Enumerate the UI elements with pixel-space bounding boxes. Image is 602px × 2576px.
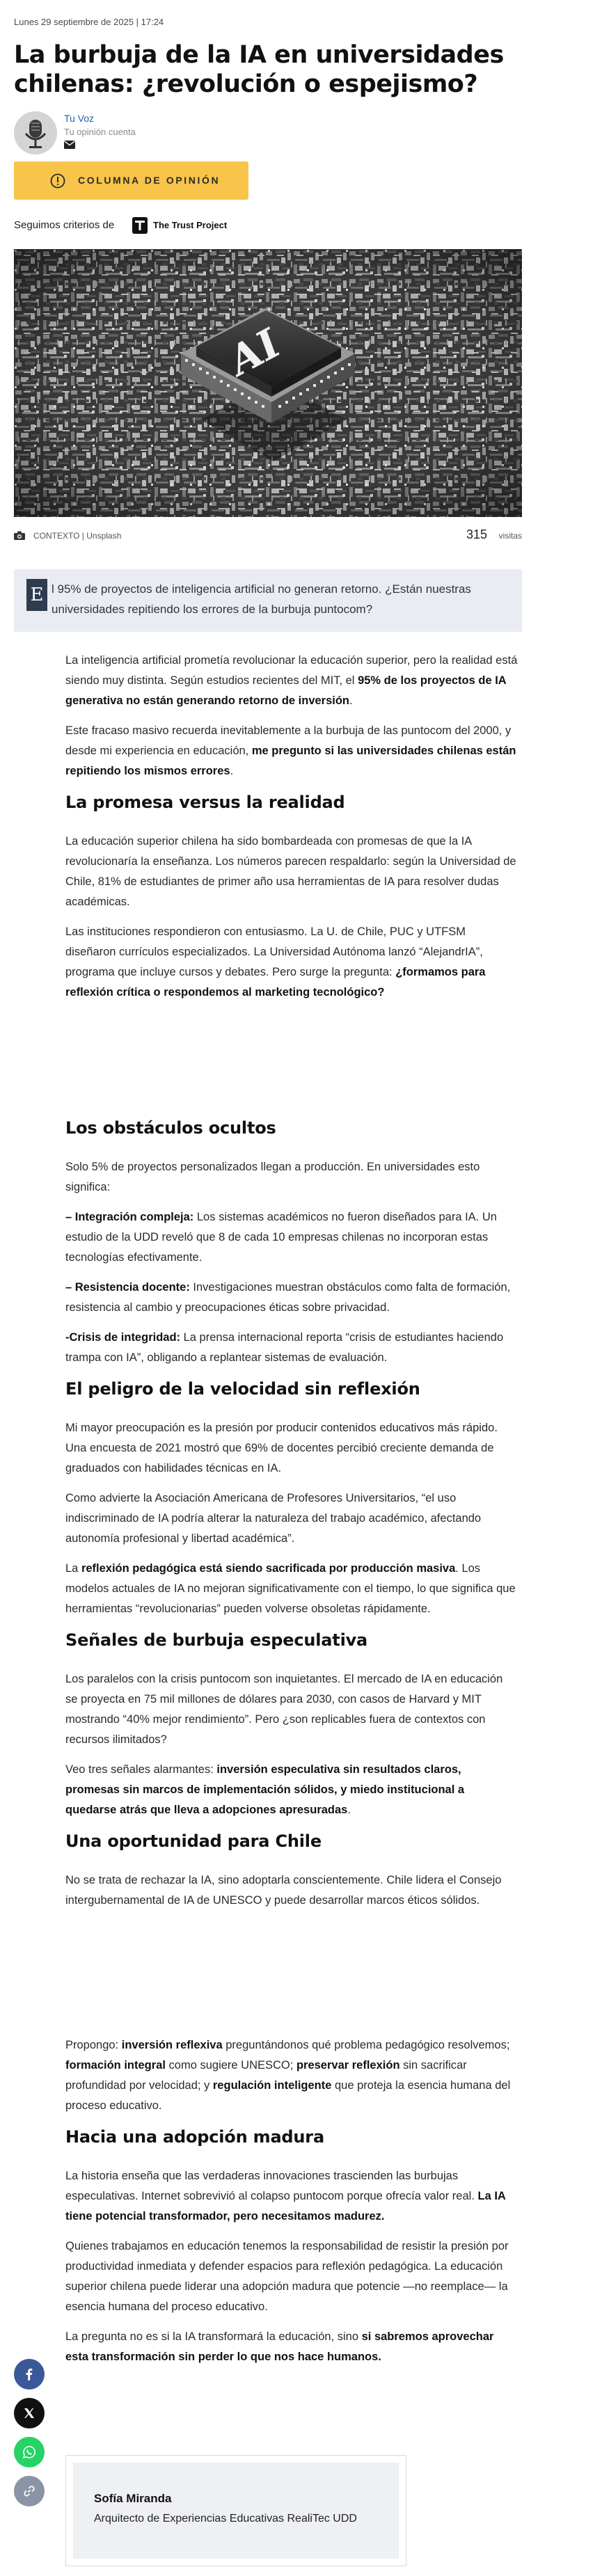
publish-date: Lunes 29 septiembre de 2025 | 17:24: [14, 17, 164, 27]
author-card-name: Sofía Miranda: [94, 2492, 172, 2505]
opinion-column-badge: [14, 161, 248, 200]
paragraph: La pregunta no es si la IA transformará la educación, sino si sabremos aprovechar esta transformación sin perder lo que nos hace humanos.: [65, 2330, 494, 2363]
section-heading: Hacia una adopción madura: [65, 2127, 324, 2147]
whatsapp-icon: [22, 2445, 36, 2459]
paragraph: La inteligencia artificial prometía revolucionar la educación superior, pero la realidad está siendo muy distinta. Según estudios recientes del MIT, el 95% de los proyectos de IA generativa no están generando retorno de inversión.: [65, 654, 518, 707]
image-caption-row: [14, 527, 522, 544]
paragraph: La historia enseña que las verdaderas innovaciones trascienden las burbujas especulativas. Internet sobrevivió al colapso puntocom porque ofrecía valor real. La IA tiene potencial transformador, pero necesitamos madurez.: [65, 2170, 506, 2223]
share-whatsapp-button[interactable]: [14, 2437, 45, 2467]
x-icon: [22, 2406, 36, 2420]
paragraph: Quienes trabajamos en educación tenemos la responsabilidad de resistir la presión por productividad inmediata y defender espacios para reflexión pedagógica. La educación superior chilena puede liderar una adopción madura que potencie —no reemplace— la esencia humana del proceso educativo.: [65, 2240, 509, 2313]
image-credit: CONTEXTO | Unsplash: [33, 531, 122, 541]
paragraph: -Crisis de integridad: La prensa internacional reporta “crisis de estudiantes haciendo trampa con IA”, obligando a replantear sistemas de evaluación.: [65, 1331, 504, 1364]
paragraph: Mi mayor preocupación es la presión por producir contenidos educativos más rápido. Una encuesta de 2021 mostró que 69% de docentes percibió creciente demanda de graduados con habilidades técnicas en IA.: [65, 1422, 498, 1474]
info-circle-icon: [50, 173, 65, 189]
ad-space: [65, 1012, 518, 1117]
section-heading: Una oportunidad para Chile: [65, 1831, 322, 1851]
envelope-icon[interactable]: [64, 141, 75, 149]
paragraph: – Resistencia docente: Investigaciones muestran obstáculos como falta de formación, resistencia al cambio y preocupaciones éticas sobre privacidad.: [65, 1281, 511, 1314]
paragraph: Los paralelos con la crisis puntocom son inquietantes. El mercado de IA en educación se proyecta en 75 mil millones de dólares para 2030, con casos de Harvard y MIT mostrando “40% mejor rendimiento”. Pero ¿son replicables fuera de contextos con recursos ilimitados?: [65, 1673, 503, 1746]
paragraph: Propongo: inversión reflexiva preguntándonos qué problema pedagógico resolvemos; formación integral como sugiere UNESCO; preservar reflexión sin sacrificar profundidad por velocidad; y regulación inteligente que proteja la esencia humana del proceso educativo.: [65, 2039, 511, 2112]
lead-summary-box: [14, 569, 522, 632]
section-heading: El peligro de la velocidad sin reflexión: [65, 1379, 420, 1399]
paragraph: La educación superior chilena ha sido bombardeada con promesas de que la IA revolucionaría la enseñanza. Los números parecen respaldarlo: según la Universidad de Chile, 81% de estudiantes de primer año usa herramientas de IA para resolver dudas académicas.: [65, 835, 516, 908]
views-count: 315: [466, 527, 487, 541]
paragraph: Este fracaso masivo recuerda inevitablemente a la burbuja de las puntocom del 2000, y desde mi experiencia en educación, me pregunto si las universidades chilenas están repitiendo los mismos errores.: [65, 724, 516, 777]
section-heading: Señales de burbuja especulativa: [65, 1630, 368, 1650]
author-card-inner: [73, 2463, 399, 2559]
paragraph: – Integración compleja: Los sistemas académicos no fueron diseñados para IA. Un estudio de la UDD reveló que 8 de cada 10 empresas chilenas no incorporan estas tecnologías efectivamente.: [65, 1211, 497, 1264]
lead-summary-text: l 95% de proyectos de inteligencia artificial no generan retorno. ¿Están nuestras universidades repitiendo los errores de la burbuja puntocom?: [52, 582, 471, 616]
author-role: Tu opinión cuenta: [64, 127, 136, 137]
trust-project-logo-icon[interactable]: [132, 217, 148, 234]
camera-icon: [14, 531, 25, 540]
link-icon: [22, 2484, 36, 2498]
paragraph: Las instituciones respondieron con entusiasmo. La U. de Chile, PUC y UTFSM diseñaron currículos especializados. La Universidad Autónoma lanzó “AlejandrIA”, programa que incluye cursos y debates. Pero surge la pregunta: ¿formamos para reflexión crítica o respondemos al marketing tecnológico?: [65, 925, 486, 999]
opinion-column-label: COLUMNA DE OPINIÓN: [78, 175, 221, 186]
share-facebook-button[interactable]: [14, 2359, 45, 2390]
author-avatar[interactable]: [14, 111, 57, 154]
paragraph: Solo 5% de proyectos personalizados llegan a producción. En universidades esto significa:: [65, 1161, 480, 1193]
hero-image[interactable]: [14, 249, 522, 517]
facebook-icon: [22, 2367, 36, 2381]
trust-text: Seguimos criterios de: [14, 219, 115, 231]
trust-project-name[interactable]: The Trust Project: [153, 220, 228, 230]
share-x-button[interactable]: [14, 2398, 45, 2428]
paragraph: Veo tres señales alarmantes: inversión especulativa sin resultados claros, promesas sin marcos de implementación sólidos, y miedo institucional a quedarse atrás que lleva a adopciones apresuradas.: [65, 1763, 465, 1816]
microphone-icon: [14, 111, 57, 154]
author-block: [14, 111, 292, 154]
author-card-role: Arquitecto de Experiencias Educativas RealiTec UDD: [94, 2513, 357, 2525]
paragraph: La reflexión pedagógica está siendo sacrificada por producción masiva. Los modelos actuales de IA no mejoran significativamente con el tiempo, lo que significa que herramientas “revolucionarias” pueden volverse obsoletas rápidamente.: [65, 1562, 516, 1615]
copy-link-button[interactable]: [14, 2476, 45, 2506]
author-name[interactable]: Tu Voz: [64, 113, 95, 124]
ai-chip-image: [14, 249, 522, 517]
section-heading: Los obstáculos ocultos: [65, 1118, 276, 1138]
drop-cap: E: [26, 579, 47, 611]
paragraph: Como advierte la Asociación Americana de Profesores Universitarios, “el uso indiscriminado de IA podría alterar la naturaleza del trabajo académico, afectando autonomía profesional y libertad académica”.: [65, 1492, 482, 1545]
paragraph: No se trata de rechazar la IA, sino adoptarla conscientemente. Chile lidera el Consejo intergubernamental de IA de UNESCO y puede desarrollar marcos éticos sólidos.: [65, 1874, 502, 1907]
views-label: visitas: [498, 531, 522, 541]
article-headline: La burbuja de la IA en universidades chilenas: ¿revolución o espejismo?: [14, 41, 504, 98]
share-bar: [14, 2359, 46, 2568]
section-heading: La promesa versus la realidad: [65, 793, 345, 812]
ad-space: [65, 1921, 518, 2035]
article-body: [65, 651, 518, 2377]
author-card: [65, 2455, 406, 2566]
